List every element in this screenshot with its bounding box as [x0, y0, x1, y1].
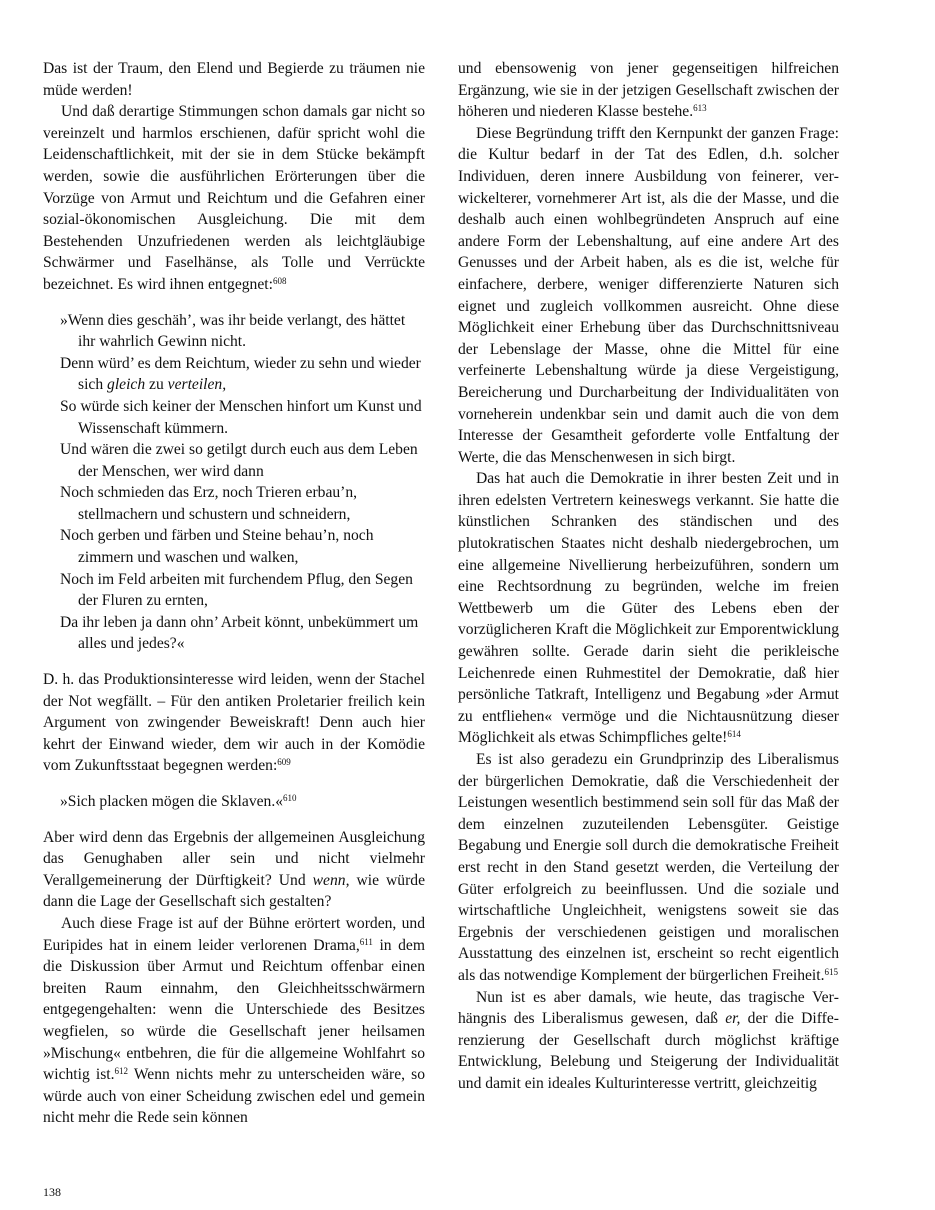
verse-quotation: [60, 310, 425, 656]
footnote-ref[interactable]: 609: [277, 757, 291, 768]
paragraph-text: Es ist also geradezu ein Grundprinzip des Liberalismus der bürgerlichen Demokratie, daß die Verschiedenheit der Leistungen wesentlich bestimmend sein soll für das Maß der dem einzelnen zuzuteilenden Lebensgüter. Geistige Begabung und Energie soll durch die demokratische Freiheit erst recht in den Stand gesetzt werden, die Verteilung der Güter erfolgreich zu beeinflussen. Und die soziale und wirtschaftliche Ungleichheit, wenigstens soweit sie das Ergebnis der verschiedenen geistigen und moralischen Ausstattung des einzelnen ist, erscheint so recht eigentlich als das notwendige Komplement der bürgerlichen Freiheit.: [458, 751, 839, 984]
footnote-ref[interactable]: 613: [693, 103, 707, 114]
verse-line: So würde sich keiner der Menschen hinfort um Kunst und Wissenschaft kümmern.: [60, 397, 422, 437]
quotation-text: »Sich placken mögen die Sklaven.«: [60, 793, 284, 810]
paragraph: Aber wird denn das Ergebnis der allgemeinen Ausgleichung das Genughaben aller sein und nicht vielmehr Verallgemeinerung der Dürftigkeit? Und wenn, wie würde dann die Lage der Gesellschaft sich gestalten?: [43, 828, 425, 911]
verse-line: Und wären die zwei so getilgt durch euch aus dem Leben der Menschen, wer wird dann: [60, 441, 418, 480]
short-quotation: [60, 791, 425, 813]
verse-line: Noch im Feld arbeiten mit furchendem Pflug, den Segen der Fluren zu ernten,: [60, 570, 413, 610]
paragraph: [458, 468, 839, 749]
footnote-ref[interactable]: 608: [272, 275, 287, 286]
paragraph-text: und ebensowenig von jener gegenseitigen hilfreichen Ergänzung, wie sie in der jetzigen Gesellschaft zwischen der höheren und niederen Klasse bestehe.: [458, 60, 839, 121]
footnote-ref[interactable]: 615: [824, 966, 838, 977]
left-column: [43, 58, 425, 1129]
verse-line: Denn würd’ es dem Reichtum, wieder zu sehn und wieder sich gleich zu verteilen,: [60, 354, 421, 394]
verse-line: Da ihr leben ja dann ohn’ Arbeit könnt, unbekümmert um alles und jedes?«: [60, 613, 419, 653]
paragraph: [43, 58, 425, 101]
paragraph: [458, 123, 839, 469]
footnote-ref[interactable]: 614: [727, 729, 741, 740]
paragraph: Auch diese Frage ist auf der Bühne erörtert worden, und Euripides hat in einem leider verlorenen Drama,$^{611}$ in dem die Diskussion über Armut und Reichtum offenbar einen breiten Raum einnahm, den Gleichheitsschwärmern entgegengehalten: wenn die Unterschiede des Besitzes wegfielen, so würde die Gesellschaft jener heilsamen »Mischung« entbehren, die für die allgemeine Wohlfahrt so wichtig ist.$^{612}$ Wenn nichts mehr zu unterscheiden wäre, so würde auch von einer Scheidung zwischen edel und gemein nicht mehr die Rede sein können: [43, 914, 425, 1127]
paragraph: [43, 101, 425, 295]
footnote-ref[interactable]: 611: [359, 936, 373, 947]
footnote-ref[interactable]: 610: [283, 793, 297, 803]
paragraph: [458, 58, 839, 123]
right-column: [458, 58, 839, 1095]
paragraph: Nun ist es aber damals, wie heute, das tragische Verhängnis des Liberalismus gewesen, daß er, der die Differenzierung der Gesellschaft durch möglichst kräftige Entwicklung, Belebung und Steigerung der Individualität und damit ein ideales Kulturinteresse vertritt, gleichzeitig: [458, 988, 839, 1092]
paragraph: [458, 749, 839, 987]
paragraph-text: D. h. das Produktionsinteresse wird leiden, wenn der Stachel der Not wegfällt. – Für den antiken Proletarier freilich kein Argument von zwingender Beweiskraft! Denn auch hier kehrt der Einwand wieder, dem wir auch in der Komödie vom Zukunftsstaat begegnen werden:: [43, 671, 425, 775]
paragraph: [43, 669, 425, 777]
emphasis: er,: [725, 1010, 741, 1028]
page-number: 138: [43, 1185, 61, 1199]
paragraph-text: Und daß derartige Stimmungen schon damals gar nicht so vereinzelt und harmlos erschienen, dafür spricht wohl die Leidenschaftlichkeit, mit der sie in dem Stücke bekämpft werden, sowie die ausführlichen Erörterungen über die Vorzüge von Armut und Reichtum und die Gefahren einer sozial-ökonomischen Ausgleichung. Die mit dem Bestehenden Unzufriedenen werden als leichtgläubige Schwärmer und Faselhänse, als Tolle und Verrückte bezeichnet. Es wird ihnen entgegnet:: [43, 103, 425, 293]
footnote-ref[interactable]: 612: [114, 1066, 128, 1077]
paragraph-text: Das ist der Traum, den Elend und Begierde zu träumen nie müde werden!: [43, 60, 425, 99]
verse-line: »Wenn dies geschäh’, was ihr beide verlangt, des hättet ihr wahrlich Gewinn nicht.: [60, 311, 406, 351]
verse-line: Noch gerben und färben und Steine behau’n, noch zimmern und waschen und walken,: [60, 527, 374, 567]
verse-line: Noch schmieden das Erz, noch Trieren erbau’n, stellmachern und schustern und schneidern,: [60, 484, 358, 523]
emphasis: gleich: [107, 376, 146, 394]
emphasis: wenn,: [312, 871, 350, 889]
emphasis: verteilen,: [167, 376, 227, 394]
paragraph-text: Das hat auch die Demokratie in ihrer besten Zeit und in ihren edelsten Vertretern keineswegs verkannt. Sie hatte die künstlichen Schranken des ständischen und des plutokratischen Staates nicht deshalb niedergebrochen, um eine allgemeine Nivellierung herbeizuführen, sondern um eine Rechtsordnung zu begründen, welche im freien Wettbewerb um die Güter des Lebens eben der vorzüglicheren Kraft die Möglichkeit zur Emporentwicklung gewähren sollte. Gerade darin sieht die perikleische Leichenrede einen Ruhmestitel der Demokratie, daß hier persönliche Tatkraft, Intelligenz und Begabung »der Armut zu entfliehen« vermöge und die Nichtausnützung dieser Möglichkeit als etwas Schimpfliches gelte!: [458, 470, 839, 747]
paragraph-text: Diese Begründung trifft den Kernpunkt der ganzen Frage: die Kultur bedarf in der Tat des Edlen, d.h. solcher Individuen, deren innere Ausbildung von feinerer, verwickelterer, vornehmerer Art ist, als die der Masse, und die deshalb auch einen wohlbegründeten Anspruch auf eine andere Form der Lebenshaltung, auf eine andere Art des Genusses und der Arbeit haben, als es die ist, welche für einfachere, derbere, weniger differenzierte Naturen sich eignet und zugleich vollkommen ausreicht. Ohne diese Möglichkeit einer Erhebung über das Durchschnittsniveau der Lebenslage der Masse, ohne die Mittel für eine verfeinerte Lebenshaltung würde ja diese Vergeistigung, Bereicherung und Durcharbeitung der Individualitäten von vorneherein undenkbar sein und damit auch die von dem Interesse der Gesamtheit geforderte volle Entfaltung der Werte, die das Menschenwesen in sich birgt.: [458, 124, 839, 466]
